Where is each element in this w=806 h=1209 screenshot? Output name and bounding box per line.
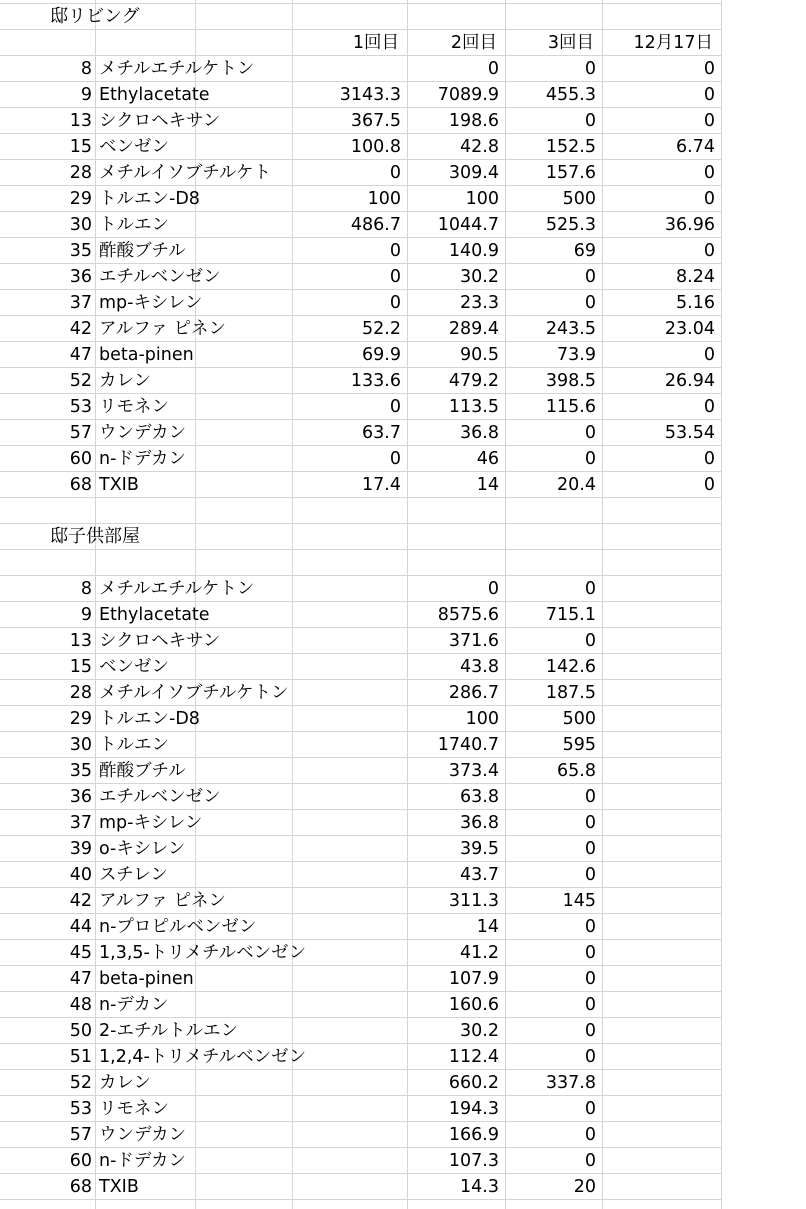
row-number: 39 (69, 839, 92, 859)
row-number: 44 (69, 917, 92, 937)
value-cell: 63.7 (362, 423, 401, 443)
value-cell: 0 (584, 1047, 596, 1067)
value-cell: 5.16 (676, 293, 715, 313)
row-number: 37 (69, 813, 92, 833)
value-cell: 0 (584, 59, 596, 79)
value-cell: 0 (584, 787, 596, 807)
compound-name: スチレン (99, 865, 168, 885)
column-header: 2回目 (450, 33, 497, 53)
value-cell: 660.2 (448, 1073, 499, 1093)
row-number: 42 (69, 891, 92, 911)
value-cell: 0 (584, 267, 596, 287)
value-cell: 0 (584, 917, 596, 937)
value-cell: 17.4 (362, 475, 401, 495)
value-cell: 0 (389, 397, 401, 417)
value-cell: 23.3 (460, 293, 499, 313)
value-cell: 100 (465, 189, 499, 209)
value-cell: 63.8 (460, 787, 499, 807)
row-number: 9 (80, 85, 92, 105)
value-cell: 14 (476, 475, 499, 495)
value-cell: 14.3 (460, 1177, 499, 1197)
column-header: 12月17日 (633, 33, 713, 53)
compound-name: n-ドデカン (99, 449, 187, 469)
value-cell: 3143.3 (339, 85, 401, 105)
value-cell: 243.5 (545, 319, 596, 339)
row-number: 47 (69, 969, 92, 989)
compound-name: リモネン (99, 1099, 169, 1119)
row-number: 35 (69, 241, 92, 261)
value-cell: 8.24 (676, 267, 715, 287)
value-cell: 43.7 (460, 865, 499, 885)
value-cell: 166.9 (448, 1125, 499, 1145)
compound-name: シクロヘキサン (99, 631, 221, 651)
value-cell: 53.54 (664, 423, 715, 443)
value-cell: 0 (703, 241, 715, 261)
compound-name: メチルイソブチルケトン (99, 683, 289, 703)
compound-name: mp-キシレン (99, 293, 203, 313)
value-cell: 0 (703, 59, 715, 79)
compound-name: 酢酸ブチル (99, 761, 186, 781)
row-number: 29 (69, 189, 92, 209)
value-cell: 0 (584, 865, 596, 885)
value-cell: 525.3 (545, 215, 596, 235)
value-cell: 367.5 (350, 111, 401, 131)
value-cell: 0 (703, 85, 715, 105)
value-cell: 0 (584, 839, 596, 859)
compound-name: トルエン-D8 (99, 709, 200, 729)
value-cell: 115.6 (545, 397, 596, 417)
value-cell: 500 (562, 189, 596, 209)
compound-name: n-ドデカン (99, 1151, 187, 1171)
compound-name: ベンゼン (99, 137, 169, 157)
row-number: 52 (69, 371, 92, 391)
value-cell: 455.3 (545, 85, 596, 105)
value-cell: 69 (573, 241, 596, 261)
value-cell: 90.5 (460, 345, 499, 365)
compound-name: アルファ ピネン (99, 319, 227, 339)
compound-name: リモネン (99, 397, 169, 417)
value-cell: 1044.7 (437, 215, 499, 235)
compound-name: 1,3,5-トリメチルベンゼン (99, 943, 307, 963)
compound-name: エチルベンゼン (99, 787, 221, 807)
row-number: 53 (69, 397, 92, 417)
value-cell: 0 (487, 579, 499, 599)
value-cell: 715.1 (545, 605, 596, 625)
value-cell: 0 (703, 475, 715, 495)
value-cell: 0 (584, 943, 596, 963)
compound-name: カレン (99, 1073, 152, 1093)
value-cell: 486.7 (350, 215, 401, 235)
value-cell: 100 (367, 189, 401, 209)
value-cell: 500 (562, 709, 596, 729)
value-cell: 0 (584, 449, 596, 469)
value-cell: 113.5 (448, 397, 499, 417)
compound-name: Ethylacetate (99, 85, 210, 105)
grid-vline (95, 0, 96, 1209)
column-header: 1回目 (352, 33, 399, 53)
row-number: 68 (69, 1177, 92, 1197)
row-number: 15 (69, 137, 92, 157)
value-cell: 140.9 (448, 241, 499, 261)
compound-name: ウンデカン (99, 1125, 187, 1145)
value-cell: 41.2 (460, 943, 499, 963)
value-cell: 0 (584, 293, 596, 313)
value-cell: 311.3 (448, 891, 499, 911)
value-cell: 160.6 (448, 995, 499, 1015)
compound-name: o-キシレン (99, 839, 186, 859)
value-cell: 142.6 (545, 657, 596, 677)
row-number: 60 (69, 1151, 92, 1171)
value-cell: 479.2 (448, 371, 499, 391)
value-cell: 69.9 (362, 345, 401, 365)
value-cell: 30.2 (460, 267, 499, 287)
row-number: 28 (69, 683, 92, 703)
row-number: 37 (69, 293, 92, 313)
row-number: 28 (69, 163, 92, 183)
value-cell: 595 (562, 735, 596, 755)
value-cell: 289.4 (448, 319, 499, 339)
value-cell: 0 (584, 813, 596, 833)
value-cell: 309.4 (448, 163, 499, 183)
row-number: 29 (69, 709, 92, 729)
section-title: 邸子供部屋 (50, 526, 140, 547)
row-number: 30 (69, 215, 92, 235)
value-cell: 0 (584, 423, 596, 443)
value-cell: 36.96 (664, 215, 715, 235)
value-cell: 107.9 (448, 969, 499, 989)
value-cell: 73.9 (557, 345, 596, 365)
compound-name: n-デカン (99, 995, 169, 1015)
value-cell: 65.8 (557, 761, 596, 781)
compound-name: TXIB (99, 1177, 139, 1197)
row-number: 8 (80, 579, 92, 599)
value-cell: 0 (389, 293, 401, 313)
row-number: 13 (69, 631, 92, 651)
compound-name: メチルイソブチルケト (99, 163, 272, 183)
row-number: 15 (69, 657, 92, 677)
row-number: 48 (69, 995, 92, 1015)
value-cell: 0 (584, 111, 596, 131)
value-cell: 46 (476, 449, 499, 469)
value-cell: 100.8 (350, 137, 401, 157)
grid-vline (721, 0, 722, 1209)
section-title: 邸リビング (50, 6, 140, 27)
value-cell: 39.5 (460, 839, 499, 859)
value-cell: 23.04 (664, 319, 715, 339)
row-number: 47 (69, 345, 92, 365)
value-cell: 0 (703, 449, 715, 469)
row-number: 40 (69, 865, 92, 885)
value-cell: 0 (584, 1125, 596, 1145)
value-cell: 20.4 (557, 475, 596, 495)
value-cell: 0 (389, 449, 401, 469)
value-cell: 0 (487, 59, 499, 79)
value-cell: 6.74 (676, 137, 715, 157)
compound-name: メチルエチルケトン (99, 579, 255, 599)
compound-name: ウンデカン (99, 423, 187, 443)
value-cell: 100 (465, 709, 499, 729)
value-cell: 157.6 (545, 163, 596, 183)
compound-name: mp-キシレン (99, 813, 203, 833)
value-cell: 0 (584, 1021, 596, 1041)
value-cell: 0 (389, 163, 401, 183)
value-cell: 0 (703, 111, 715, 131)
row-number: 42 (69, 319, 92, 339)
value-cell: 36.8 (460, 813, 499, 833)
compound-name: エチルベンゼン (99, 267, 221, 287)
value-cell: 337.8 (545, 1073, 596, 1093)
value-cell: 371.6 (448, 631, 499, 651)
value-cell: 20 (573, 1177, 596, 1197)
value-cell: 145 (562, 891, 596, 911)
row-number: 36 (69, 787, 92, 807)
value-cell: 373.4 (448, 761, 499, 781)
value-cell: 43.8 (460, 657, 499, 677)
row-number: 13 (69, 111, 92, 131)
value-cell: 187.5 (545, 683, 596, 703)
value-cell: 26.94 (664, 371, 715, 391)
compound-name: トルエン-D8 (99, 189, 200, 209)
compound-name: 2-エチルトルエン (99, 1021, 239, 1041)
value-cell: 14 (476, 917, 499, 937)
row-number: 8 (80, 59, 92, 79)
compound-name: ベンゼン (99, 657, 169, 677)
value-cell: 194.3 (448, 1099, 499, 1119)
value-cell: 0 (584, 1099, 596, 1119)
row-number: 9 (80, 605, 92, 625)
compound-name: シクロヘキサン (99, 111, 221, 131)
value-cell: 8575.6 (437, 605, 499, 625)
row-number: 60 (69, 449, 92, 469)
compound-name: Ethylacetate (99, 605, 210, 625)
row-number: 68 (69, 475, 92, 495)
value-cell: 112.4 (448, 1047, 499, 1067)
compound-name: トルエン (99, 215, 169, 235)
compound-name: アルファ ピネン (99, 891, 227, 911)
value-cell: 0 (703, 397, 715, 417)
row-number: 50 (69, 1021, 92, 1041)
compound-name: メチルエチルケトン (99, 59, 255, 79)
value-cell: 286.7 (448, 683, 499, 703)
row-number: 52 (69, 1073, 92, 1093)
value-cell: 198.6 (448, 111, 499, 131)
row-number: 45 (69, 943, 92, 963)
row-number: 30 (69, 735, 92, 755)
value-cell: 0 (584, 969, 596, 989)
value-cell: 52.2 (362, 319, 401, 339)
value-cell: 0 (584, 579, 596, 599)
row-number: 53 (69, 1099, 92, 1119)
value-cell: 0 (584, 631, 596, 651)
compound-name: カレン (99, 371, 152, 391)
compound-name: 酢酸ブチル (99, 241, 186, 261)
value-cell: 0 (389, 267, 401, 287)
value-cell: 0 (703, 345, 715, 365)
value-cell: 0 (389, 241, 401, 261)
value-cell: 0 (703, 163, 715, 183)
row-number: 35 (69, 761, 92, 781)
compound-name: トルエン (99, 735, 169, 755)
compound-name: beta-pinen (99, 345, 194, 365)
value-cell: 7089.9 (437, 85, 499, 105)
compound-name: TXIB (99, 475, 139, 495)
value-cell: 0 (584, 995, 596, 1015)
value-cell: 1740.7 (437, 735, 499, 755)
row-number: 57 (69, 423, 92, 443)
value-cell: 0 (703, 189, 715, 209)
compound-name: beta-pinen (99, 969, 194, 989)
value-cell: 30.2 (460, 1021, 499, 1041)
compound-name: n-プロピルベンゼン (99, 917, 257, 937)
compound-name: 1,2,4-トリメチルベンゼン (99, 1047, 307, 1067)
row-number: 36 (69, 267, 92, 287)
value-cell: 398.5 (545, 371, 596, 391)
value-cell: 107.3 (448, 1151, 499, 1171)
column-header: 3回目 (547, 33, 594, 53)
row-number: 51 (69, 1047, 92, 1067)
value-cell: 36.8 (460, 423, 499, 443)
value-cell: 152.5 (545, 137, 596, 157)
value-cell: 133.6 (350, 371, 401, 391)
value-cell: 42.8 (460, 137, 499, 157)
row-number: 57 (69, 1125, 92, 1145)
value-cell: 0 (584, 1151, 596, 1171)
